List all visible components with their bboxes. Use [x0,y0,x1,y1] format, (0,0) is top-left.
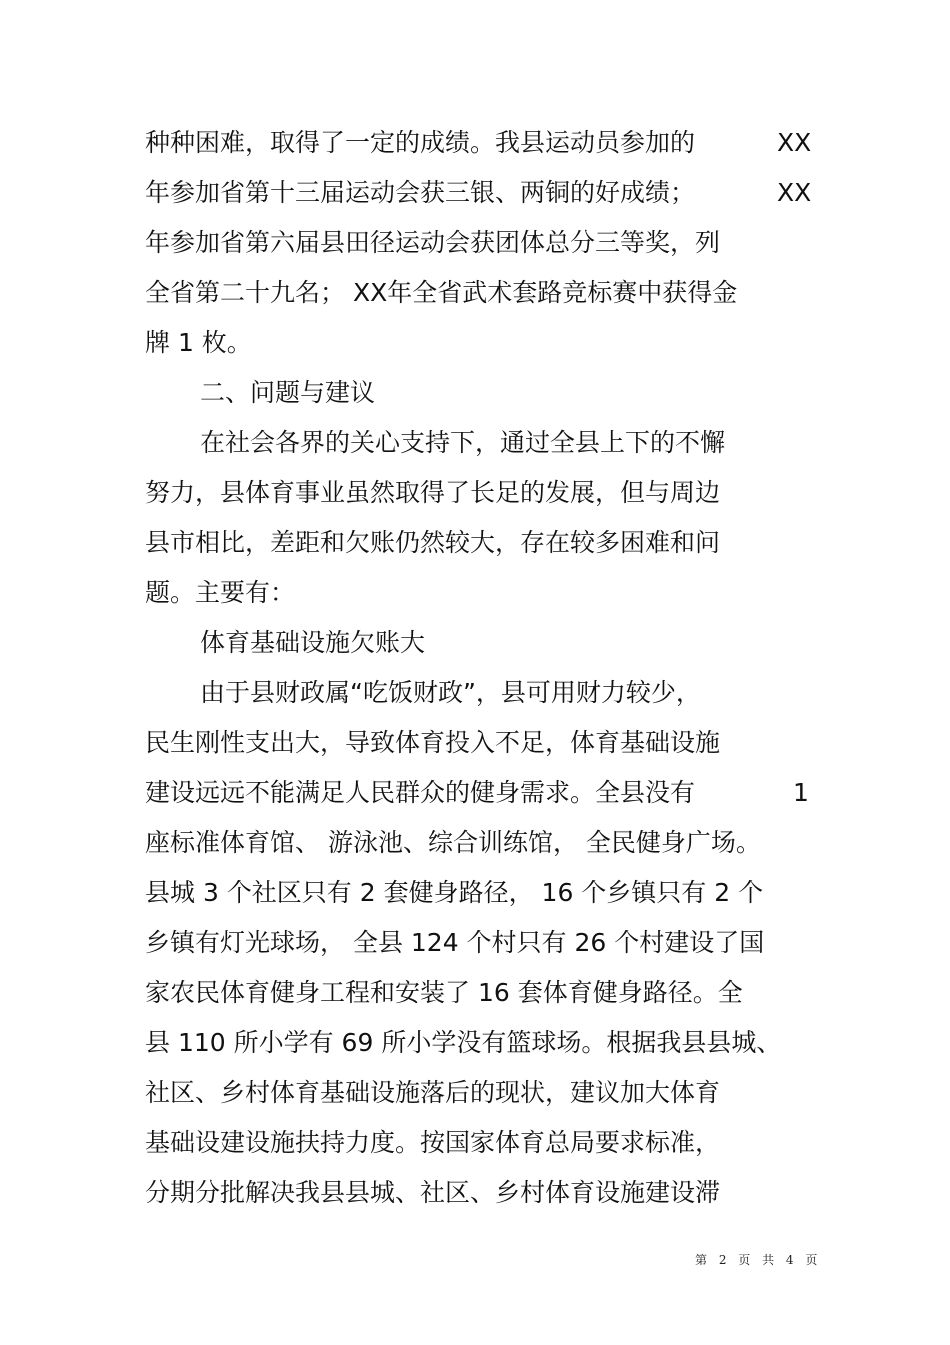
section-heading-problems: 二、问题与建议 [200,378,376,407]
text-line-17: 乡镇有灯光球场， 全县 124 个村只有 26 个村建设了国 [145,928,765,957]
text-line-19: 县 110 所小学有 69 所小学没有篮球场。根据我县县城、 [145,1028,782,1057]
text-line-16: 县城 3 个社区只有 2 套健身路径， 16 个乡镇只有 2 个 [145,878,764,907]
text-line-12: 由于县财政属“吃饭财政”，县可用财力较少， [200,678,701,707]
text-line-3: 年参加省第六届县田径运动会获团体总分三等奖，列 [145,228,721,257]
document-body [145,118,825,1218]
text-line-1: 种种困难，取得了一定的成绩。我县运动员参加的 XX [145,118,825,168]
text-line-13: 民生刚性支出大，导致体育投入不足，体育基础设施 [145,728,721,757]
subheading-infrastructure: 体育基础设施欠账大 [200,628,426,657]
text-line-20: 社区、乡村体育基础设施落后的现状，建议加大体育 [145,1078,721,1107]
text-line-10: 题。主要有： [145,578,296,607]
text-line-18: 家农民体育健身工程和安装了 16 套体育健身路径。全 [145,978,743,1007]
page-number-footer: 第 2 页 共 4 页 [695,1253,822,1267]
text-line-9: 县市相比，差距和欠账仍然较大，存在较多困难和问 [145,528,721,557]
text-line-21: 基础设建设施扶持力度。按国家体育总局要求标准， [145,1128,721,1157]
text-line-4: 全省第二十九名； XX年全省武术套路竞标赛中获得金 [145,278,738,307]
text-line-22: 分期分批解决我县县城、社区、乡村体育设施建设滞 [145,1178,721,1207]
text-line-2: 年参加省第十三届运动会获三银、两铜的好成绩； XX [145,168,825,218]
text-line-14: 建设远远不能满足人民群众的健身需求。全县没有 1 [145,768,825,818]
text-line-1-tail: XX [777,128,812,157]
text-line-2-tail: XX [777,178,812,207]
text-line-7: 在社会各界的关心支持下，通过全县上下的不懈 [200,428,726,457]
text-line-15: 座标准体育馆、 游泳池、综合训练馆， 全民健身广场。 [145,828,761,857]
text-line-5: 牌 1 枚。 [145,328,252,357]
text-line-14-tail: 1 [793,778,809,807]
text-line-8: 努力，县体育事业虽然取得了长足的发展，但与周边 [145,478,721,507]
